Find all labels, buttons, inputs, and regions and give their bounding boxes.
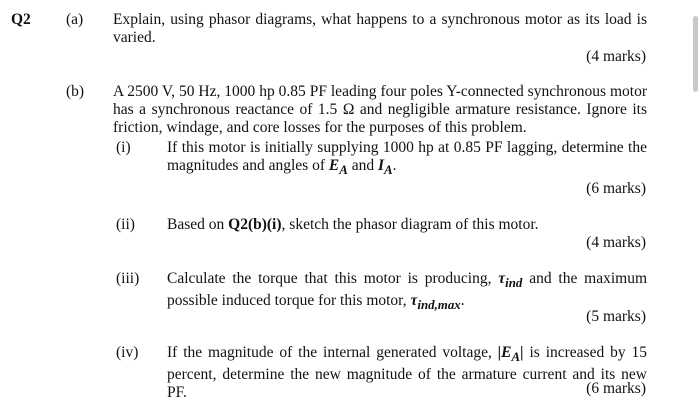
ea-magnitude-symbol: $|E_A|$ xyxy=(497,344,524,365)
part-a-label: (a) xyxy=(66,11,84,28)
part-a-text: Explain, using phasor diagrams, what happens to a synchronous motor as its load is varied. xyxy=(113,11,647,46)
part-a-marks: (4 marks) xyxy=(586,48,646,65)
part-b-text: A 2500 V, 50 Hz, 1000 hp 0.85 PF leading four poles Y-connected synchronous motor has a synchronous reactance of 1.5 Ω and negligible armature resistance. Ignore its friction, windage, and core losses for the purposes of this problem. xyxy=(113,83,647,136)
ia-symbol: $I_A$ xyxy=(377,157,393,178)
sub-iii-label: (iii) xyxy=(116,270,140,287)
sub-i-text: If this motor is initially supplying 1000 hp at 0.85 PF lagging, determine the magnitudes and angles of $E_A$ and $I_A$. xyxy=(167,139,647,178)
sub-i-text-start: If this motor is initially supplying 1000 hp at 0.85 PF lagging, determine the magnitudes and angles of xyxy=(167,139,647,174)
part-b-label: (b) xyxy=(66,83,85,100)
tau-ind-max-symbol: $\tau_{ind,max}$ xyxy=(410,292,461,313)
sub-iii-text: Calculate the torque that this motor is producing, $\tau_{ind}$ and the maximum possible induced torque for this motor, $\tau_{ind,max}$. xyxy=(167,270,647,313)
sub-i-label: (i) xyxy=(116,139,131,156)
scrollbar[interactable] xyxy=(693,16,698,92)
question-number: Q2 xyxy=(11,11,31,28)
ea-symbol: $E_A$ xyxy=(328,157,348,178)
sub-ii-label: (ii) xyxy=(116,216,135,233)
sub-iv-marks: (6 marks) xyxy=(586,380,646,397)
tau-ind-symbol: $\tau_{ind}$ xyxy=(498,270,523,291)
sub-iii-marks: (5 marks) xyxy=(586,308,646,325)
q2bi-reference: Q2(b)(i) xyxy=(228,216,282,233)
sub-ii-marks: (4 marks) xyxy=(586,234,646,251)
sub-iv-text: If the magnitude of the internal generated voltage, $|E_A|$ is increased by 15 percent, determine the new magnitude of the armature current and its new PF. xyxy=(167,344,647,402)
sub-ii-text: Based on Q2(b)(i), sketch the phasor diagram of this motor. xyxy=(167,216,539,233)
sub-iv-label: (iv) xyxy=(116,344,139,361)
sub-i-marks: (6 marks) xyxy=(586,180,646,197)
